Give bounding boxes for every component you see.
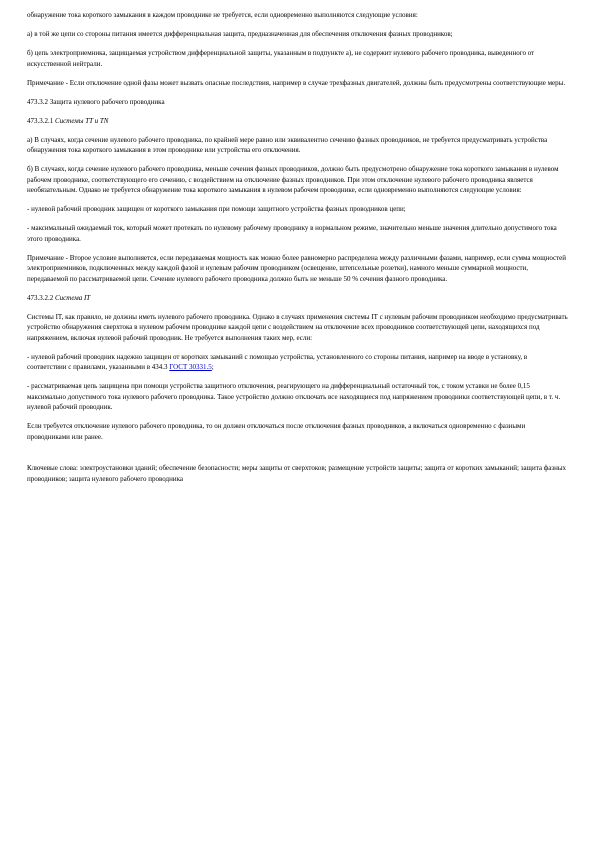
paragraph-neutral-equal-section: а) В случаях, когда сечение нулевого рабочего проводника, по крайней мере равно или эквивалентно сечению фазных проводников, не требуется предусматривать устройства обнаружения тока короткого замыкания в этом проводнике или устройства его отключения. bbox=[27, 135, 548, 154]
note-second-condition: Примечание - Второе условие выполняется, если передаваемая мощность как можно более равномерно распределена между различными фазами, например, если сумма мощностей электроприемников, подключенных между каждой фазой и нулевым рабочим проводником (освещение, штепсельные розетки), намного меньше суммарной мощности, передаваемой по рассматриваемой цепи. Сечение нулевого рабочего проводника должно быть не меньше 50 % сечения фазного проводника. bbox=[27, 253, 567, 283]
subsection-heading-it bbox=[27, 293, 568, 304]
list-item-max-expected-current: - максимальный ожидаемый ток, который может протекать по нулевому рабочему проводнику в нормальном режиме, значительно меньше значения длительно допустимого тока этого проводника. bbox=[27, 224, 557, 243]
section-heading-neutral-protection bbox=[27, 97, 568, 108]
paragraph-neutral-disconnection-order: Если требуется отключение нулевого рабочего проводника, то он должен отключаться после отключения фазных проводников, а включаться одновременно с фазными проводниками или ранее. bbox=[27, 422, 526, 441]
paragraph-detection-conditions: обнаружение тока короткого замыкания в каждом проводнике не требуется, если одновременно выполняются следующие условия: bbox=[27, 11, 418, 19]
list-item-punctuation: ; bbox=[211, 363, 214, 371]
subsection-title: Система IT bbox=[55, 293, 91, 302]
paragraph-it-systems: Системы IT, как правило, не должны иметь нулевого рабочего проводника. Однако в случаях применения системы IT с нулевым рабочим проводником необходимо предусматривать устройство обнаружения сверхтока в нулевом рабочем проводнике каждой цепи с воздействием на отключение всех проводников соответствующей цепи, находящихся под напряжением, включая нулевой рабочий проводник. Не требуется выполнения таких мер, если: bbox=[27, 312, 568, 342]
subsection-number: 473.3.2.2 bbox=[27, 293, 54, 302]
list-item-protected-by-phase-device: - нулевой рабочий проводник защищен от короткого замыкания при помощи защитного устройства фазных проводников цепи; bbox=[27, 205, 406, 213]
section-title: Защита нулевого рабочего проводника bbox=[49, 97, 165, 106]
paragraph-neutral-smaller-section: б) В случаях, когда сечение нулевого рабочего проводника, меньше сечения фазных проводников, должно быть предусмотрено обнаружение тока короткого замыкания в нулевом рабочем проводнике, соответствующего его сечению, с воздействием на отключение фазных проводников. При этом отключение нулевого рабочего проводника является необязательным. Однако не требуется обнаружение тока короткого замыкания в нулевом рабочем проводнике, если одновременно выполняются следующие условия: bbox=[27, 165, 559, 194]
subsection-heading-tt-tn bbox=[27, 116, 568, 127]
note-single-phase-disconnection: Примечание - Если отключение одной фазы может вызвать опасные последствия, например в случае трехфазных двигателей, должны быть предусмотрены соответствующие меры. bbox=[27, 78, 566, 87]
list-item-residual-current-device: - рассматриваемая цепь защищена при помощи устройства защитного отключения, реагирующего на дифференциальный остаточный ток, с током уставки не более 0,15 максимально допустимого тока нулевого рабочего проводника. Такое устройство должно отключать все находящиеся под напряжением проводники соответствующей цепи, в т. ч. нулевой рабочий проводник. bbox=[27, 382, 561, 411]
document-page bbox=[27, 10, 568, 493]
standard-reference-link[interactable]: ГОСТ 30331.5 bbox=[169, 363, 212, 371]
list-item-text: - нулевой рабочий проводник надежно защищен от коротких замыканий с помощью устройства, установленного со стороны питания, например на вводе в установку, в соответствии с правилами, указанными в 434.3 bbox=[27, 352, 528, 371]
list-item-neutral-protected-upstream bbox=[27, 352, 568, 373]
paragraph-condition-b: б) цепь электроприемника, защищаемая устройством дифференциальной защиты, указанным в подпункте а), не содержит нулевого рабочего проводника, выведенного от искусственной нейтрали. bbox=[27, 49, 535, 68]
subsection-number: 473.3.2.1 bbox=[27, 116, 54, 125]
paragraph-condition-a: а) в той же цепи со стороны питания имеется дифференциальная защита, предназначенная для обеспечения отключения фазных проводников; bbox=[27, 30, 453, 38]
subsection-title: Системы TT и TN bbox=[55, 116, 109, 125]
section-number: 473.3.2 bbox=[27, 97, 48, 106]
keywords-paragraph: Ключевые слова: электроустановки зданий; обеспечение безопасности; меры защиты от сверхтоков; размещение устройств защиты; защита от коротких замыканий; защита фазных проводников; защита нулевого рабочего проводника bbox=[27, 464, 567, 483]
